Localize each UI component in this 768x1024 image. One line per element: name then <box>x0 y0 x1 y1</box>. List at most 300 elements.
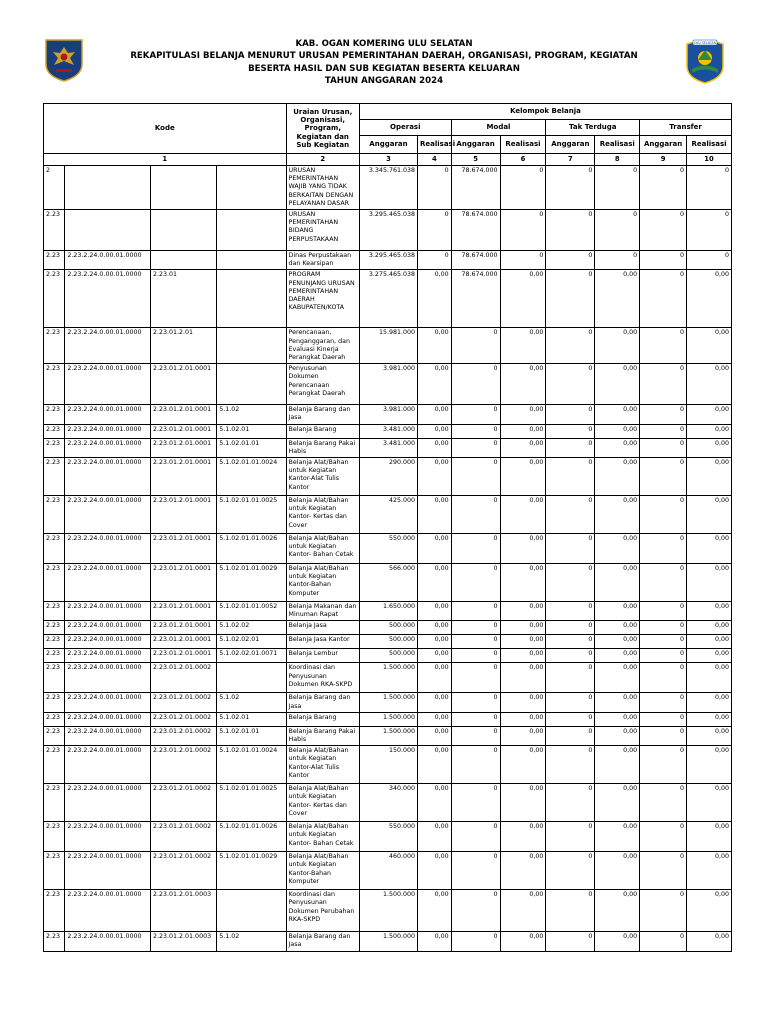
header-sub-col: Realisasi <box>687 136 732 154</box>
cell-tak-terduga-realisasi: 0,00 <box>595 712 640 726</box>
cell-transfer-anggaran: 0 <box>640 270 687 328</box>
cell-code-rekening: 5.1.02.01.01.0052 <box>217 602 286 621</box>
cell-transfer-realisasi: 0,00 <box>687 621 732 635</box>
cell-code-rekening <box>217 210 286 251</box>
cell-modal-realisasi: 0,00 <box>500 649 546 663</box>
cell-code-organisasi <box>65 210 151 251</box>
cell-operasi-anggaran: 460.000 <box>359 852 417 890</box>
cell-uraian: Belanja Lembur <box>286 649 359 663</box>
cell-modal-realisasi: 0,00 <box>500 534 546 564</box>
cell-code-urusan: 2.23 <box>44 712 65 726</box>
cell-tak-terduga-realisasi: 0,00 <box>595 496 640 534</box>
cell-uraian: Belanja Barang dan Jasa <box>286 932 359 951</box>
cell-tak-terduga-anggaran: 0 <box>546 251 595 270</box>
cell-transfer-anggaran: 0 <box>640 458 687 496</box>
cell-transfer-anggaran: 0 <box>640 364 687 405</box>
cell-operasi-anggaran: 3.275.465.038 <box>359 270 417 328</box>
cell-code-urusan: 2.23 <box>44 822 65 852</box>
cell-tak-terduga-anggaran: 0 <box>546 564 595 602</box>
document-titles <box>100 38 668 87</box>
cell-transfer-realisasi: 0,00 <box>687 932 732 951</box>
header-sub-col: Anggaran <box>546 136 595 154</box>
cell-transfer-anggaran: 0 <box>640 564 687 602</box>
table-row <box>44 635 732 649</box>
cell-modal-anggaran: 0 <box>451 621 500 635</box>
table-row <box>44 564 732 602</box>
cell-modal-anggaran: 0 <box>451 496 500 534</box>
cell-code-rekening: 5.1.02.01.01.0025 <box>217 784 286 822</box>
header-sub-col: Anggaran <box>640 136 687 154</box>
cell-code-rekening: 5.1.02.01.01.0026 <box>217 822 286 852</box>
cell-code-kegiatan: 2.23.01.2.01.0003 <box>151 890 217 932</box>
cell-code-urusan: 2.23 <box>44 424 65 438</box>
cell-operasi-realisasi: 0,00 <box>418 602 452 621</box>
cell-code-rekening <box>217 364 286 405</box>
cell-operasi-realisasi: 0,00 <box>418 746 452 784</box>
column-number: 3 <box>359 154 417 166</box>
cell-code-rekening: 5.1.02.01 <box>217 712 286 726</box>
cell-code-organisasi: 2.23.2.24.0.00.01.0000 <box>65 534 151 564</box>
cell-transfer-anggaran: 0 <box>640 746 687 784</box>
cell-operasi-anggaran: 3.481.000 <box>359 438 417 457</box>
cell-code-organisasi: 2.23.2.24.0.00.01.0000 <box>65 251 151 270</box>
cell-modal-anggaran: 0 <box>451 564 500 602</box>
cell-code-kegiatan <box>151 210 217 251</box>
cell-transfer-realisasi: 0,00 <box>687 726 732 745</box>
header-group-tak-terduga: Tak Terduga <box>546 120 640 136</box>
budget-recap-table <box>43 103 732 952</box>
cell-transfer-realisasi: 0,00 <box>687 890 732 932</box>
cell-tak-terduga-anggaran: 0 <box>546 635 595 649</box>
cell-transfer-realisasi: 0,00 <box>687 458 732 496</box>
cell-transfer-realisasi: 0,00 <box>687 822 732 852</box>
header-sub-col: Anggaran <box>451 136 500 154</box>
cell-modal-realisasi: 0,00 <box>500 364 546 405</box>
cell-modal-anggaran: 78.674.000 <box>451 270 500 328</box>
cell-code-urusan: 2.23 <box>44 602 65 621</box>
cell-modal-anggaran: 0 <box>451 405 500 424</box>
cell-code-organisasi: 2.23.2.24.0.00.01.0000 <box>65 663 151 693</box>
cell-code-organisasi: 2.23.2.24.0.00.01.0000 <box>65 621 151 635</box>
cell-operasi-realisasi: 0,00 <box>418 852 452 890</box>
cell-transfer-anggaran: 0 <box>640 784 687 822</box>
header-kelompok-belanja: Kelompok Belanja <box>359 104 731 120</box>
cell-modal-realisasi: 0,00 <box>500 726 546 745</box>
cell-tak-terduga-anggaran: 0 <box>546 602 595 621</box>
cell-uraian: URUSAN PEMERINTAHAN BIDANG PERPUSTAKAAN <box>286 210 359 251</box>
header-group-transfer: Transfer <box>640 120 732 136</box>
cell-transfer-realisasi: 0,00 <box>687 602 732 621</box>
cell-code-organisasi: 2.23.2.24.0.00.01.0000 <box>65 270 151 328</box>
column-number: 4 <box>418 154 452 166</box>
cell-transfer-realisasi: 0,00 <box>687 635 732 649</box>
cell-code-rekening <box>217 251 286 270</box>
cell-tak-terduga-realisasi: 0,00 <box>595 932 640 951</box>
cell-code-rekening: 5.1.02 <box>217 693 286 712</box>
header-group-operasi: Operasi <box>359 120 451 136</box>
cell-code-organisasi: 2.23.2.24.0.00.01.0000 <box>65 746 151 784</box>
cell-code-rekening: 5.1.02.01.01.0026 <box>217 534 286 564</box>
cell-code-organisasi: 2.23.2.24.0.00.01.0000 <box>65 712 151 726</box>
cell-uraian: Belanja Makanan dan Minuman Rapat <box>286 602 359 621</box>
cell-code-urusan: 2.23 <box>44 405 65 424</box>
header-group-modal: Modal <box>451 120 546 136</box>
header-kode: Kode <box>44 104 287 154</box>
cell-modal-realisasi: 0,00 <box>500 784 546 822</box>
cell-modal-anggaran: 0 <box>451 852 500 890</box>
cell-transfer-anggaran: 0 <box>640 712 687 726</box>
document-header <box>0 0 768 100</box>
cell-operasi-anggaran: 1.500.000 <box>359 932 417 951</box>
cell-operasi-anggaran: 550.000 <box>359 822 417 852</box>
cell-transfer-realisasi: 0,00 <box>687 852 732 890</box>
table-row <box>44 649 732 663</box>
cell-modal-realisasi: 0,00 <box>500 438 546 457</box>
regency-shield-icon <box>684 38 726 84</box>
cell-uraian: Belanja Alat/Bahan untuk Kegiatan Kantor-Alat Tulis Kantor <box>286 458 359 496</box>
cell-modal-anggaran: 0 <box>451 663 500 693</box>
cell-modal-anggaran: 78.674.000 <box>451 166 500 210</box>
cell-code-urusan: 2.23 <box>44 534 65 564</box>
cell-transfer-anggaran: 0 <box>640 210 687 251</box>
cell-code-rekening: 5.1.02.01.01.0024 <box>217 746 286 784</box>
cell-transfer-anggaran: 0 <box>640 438 687 457</box>
table-row <box>44 251 732 270</box>
cell-transfer-realisasi: 0 <box>687 251 732 270</box>
cell-transfer-realisasi: 0,00 <box>687 534 732 564</box>
cell-uraian: Belanja Jasa Kantor <box>286 635 359 649</box>
cell-tak-terduga-realisasi: 0,00 <box>595 270 640 328</box>
cell-transfer-anggaran: 0 <box>640 328 687 364</box>
table-row <box>44 746 732 784</box>
cell-modal-realisasi: 0,00 <box>500 270 546 328</box>
table-row <box>44 364 732 405</box>
cell-transfer-realisasi: 0,00 <box>687 712 732 726</box>
cell-code-urusan: 2.23 <box>44 328 65 364</box>
cell-uraian: Dinas Perpustakaan dan Kearsipan <box>286 251 359 270</box>
column-number: 5 <box>451 154 500 166</box>
cell-code-kegiatan: 2.23.01.2.01.0002 <box>151 822 217 852</box>
cell-modal-realisasi: 0,00 <box>500 663 546 693</box>
cell-code-kegiatan: 2.23.01.2.01.0001 <box>151 438 217 457</box>
table-row <box>44 534 732 564</box>
cell-tak-terduga-anggaran: 0 <box>546 166 595 210</box>
cell-operasi-realisasi: 0,00 <box>418 635 452 649</box>
cell-code-kegiatan: 2.23.01.2.01.0002 <box>151 852 217 890</box>
title-line-3: BESERTA HASIL DAN SUB KEGIATAN BESERTA KELUARAN <box>248 63 520 74</box>
cell-operasi-anggaran: 550.000 <box>359 534 417 564</box>
cell-operasi-anggaran: 3.345.761.038 <box>359 166 417 210</box>
cell-operasi-realisasi: 0,00 <box>418 328 452 364</box>
cell-uraian: Belanja Barang <box>286 424 359 438</box>
cell-uraian: PROGRAM PENUNJANG URUSAN PEMERINTAHAN DAERAH KABUPATEN/KOTA <box>286 270 359 328</box>
cell-modal-realisasi: 0,00 <box>500 328 546 364</box>
cell-transfer-realisasi: 0,00 <box>687 328 732 364</box>
cell-tak-terduga-realisasi: 0,00 <box>595 621 640 635</box>
cell-code-kegiatan: 2.23.01.2.01.0001 <box>151 635 217 649</box>
cell-tak-terduga-realisasi: 0,00 <box>595 424 640 438</box>
cell-operasi-realisasi: 0,00 <box>418 364 452 405</box>
cell-code-rekening: 5.1.02 <box>217 405 286 424</box>
cell-code-kegiatan: 2.23.01.2.01.0001 <box>151 602 217 621</box>
cell-operasi-realisasi: 0,00 <box>418 270 452 328</box>
cell-code-kegiatan: 2.23.01.2.01.0001 <box>151 621 217 635</box>
cell-operasi-realisasi: 0,00 <box>418 822 452 852</box>
cell-modal-realisasi: 0,00 <box>500 424 546 438</box>
table-row <box>44 852 732 890</box>
cell-operasi-realisasi: 0 <box>418 210 452 251</box>
cell-code-urusan: 2.23 <box>44 649 65 663</box>
cell-modal-realisasi: 0,00 <box>500 564 546 602</box>
cell-transfer-realisasi: 0,00 <box>687 693 732 712</box>
cell-tak-terduga-anggaran: 0 <box>546 784 595 822</box>
cell-code-rekening <box>217 328 286 364</box>
cell-modal-realisasi: 0,00 <box>500 458 546 496</box>
cell-operasi-anggaran: 3.981.000 <box>359 364 417 405</box>
table-row <box>44 890 732 932</box>
header-sub-col: Realisasi <box>418 136 452 154</box>
cell-code-rekening: 5.1.02.02.01 <box>217 635 286 649</box>
cell-operasi-anggaran: 290.000 <box>359 458 417 496</box>
cell-uraian: Belanja Alat/Bahan untuk Kegiatan Kantor- Kertas dan Cover <box>286 496 359 534</box>
cell-modal-anggaran: 0 <box>451 424 500 438</box>
cell-operasi-anggaran: 1.500.000 <box>359 890 417 932</box>
cell-code-rekening: 5.1.02.01.01.0029 <box>217 564 286 602</box>
cell-modal-realisasi: 0 <box>500 210 546 251</box>
cell-operasi-realisasi: 0,00 <box>418 534 452 564</box>
table-row <box>44 438 732 457</box>
cell-tak-terduga-anggaran: 0 <box>546 424 595 438</box>
cell-transfer-anggaran: 0 <box>640 424 687 438</box>
title-line-1: KAB. OGAN KOMERING ULU SELATAN <box>295 39 473 49</box>
cell-transfer-realisasi: 0,00 <box>687 564 732 602</box>
cell-code-rekening: 5.1.02.01.01 <box>217 726 286 745</box>
cell-tak-terduga-anggaran: 0 <box>546 693 595 712</box>
cell-transfer-anggaran: 0 <box>640 852 687 890</box>
cell-code-organisasi <box>65 166 151 210</box>
cell-operasi-anggaran: 500.000 <box>359 621 417 635</box>
cell-modal-anggaran: 0 <box>451 649 500 663</box>
cell-code-urusan: 2.23 <box>44 458 65 496</box>
cell-transfer-anggaran: 0 <box>640 663 687 693</box>
cell-transfer-realisasi: 0 <box>687 166 732 210</box>
cell-operasi-anggaran: 1.500.000 <box>359 663 417 693</box>
cell-code-urusan: 2.23 <box>44 852 65 890</box>
cell-transfer-realisasi: 0,00 <box>687 438 732 457</box>
cell-modal-anggaran: 0 <box>451 822 500 852</box>
cell-tak-terduga-realisasi: 0,00 <box>595 822 640 852</box>
cell-modal-anggaran: 0 <box>451 932 500 951</box>
cell-modal-anggaran: 0 <box>451 712 500 726</box>
cell-operasi-realisasi: 0,00 <box>418 663 452 693</box>
table-row <box>44 663 732 693</box>
cell-code-urusan: 2.23 <box>44 621 65 635</box>
cell-transfer-anggaran: 0 <box>640 932 687 951</box>
cell-transfer-realisasi: 0,00 <box>687 746 732 784</box>
cell-uraian: Belanja Alat/Bahan untuk Kegiatan Kantor- Kertas dan Cover <box>286 784 359 822</box>
cell-code-urusan: 2.23 <box>44 496 65 534</box>
cell-modal-realisasi: 0,00 <box>500 693 546 712</box>
cell-code-rekening: 5.1.02.01 <box>217 424 286 438</box>
cell-code-urusan: 2.23 <box>44 726 65 745</box>
cell-tak-terduga-anggaran: 0 <box>546 405 595 424</box>
cell-operasi-realisasi: 0,00 <box>418 693 452 712</box>
table-row <box>44 602 732 621</box>
title-line-2: REKAPITULASI BELANJA MENURUT URUSAN PEMERINTAHAN DAERAH, ORGANISASI, PROGRAM, KEGIATAN <box>130 51 638 62</box>
cell-modal-anggaran: 0 <box>451 890 500 932</box>
header-sub-col: Realisasi <box>595 136 640 154</box>
cell-code-organisasi: 2.23.2.24.0.00.01.0000 <box>65 784 151 822</box>
cell-code-kegiatan: 2.23.01.2.01.0002 <box>151 746 217 784</box>
table-row <box>44 210 732 251</box>
cell-transfer-anggaran: 0 <box>640 405 687 424</box>
cell-modal-anggaran: 0 <box>451 602 500 621</box>
cell-code-kegiatan: 2.23.01 <box>151 270 217 328</box>
cell-code-kegiatan: 2.23.01.2.01.0002 <box>151 784 217 822</box>
column-number: 6 <box>500 154 546 166</box>
garuda-emblem-icon <box>44 38 84 82</box>
cell-tak-terduga-realisasi: 0,00 <box>595 726 640 745</box>
cell-code-urusan: 2.23 <box>44 746 65 784</box>
cell-code-kegiatan: 2.23.01.2.01.0002 <box>151 712 217 726</box>
cell-code-urusan: 2.23 <box>44 784 65 822</box>
column-number: 10 <box>687 154 732 166</box>
cell-code-urusan: 2.23 <box>44 932 65 951</box>
cell-tak-terduga-anggaran: 0 <box>546 438 595 457</box>
cell-code-rekening: 5.1.02.01.01.0024 <box>217 458 286 496</box>
cell-operasi-realisasi: 0,00 <box>418 564 452 602</box>
cell-modal-realisasi: 0,00 <box>500 602 546 621</box>
cell-tak-terduga-anggaran: 0 <box>546 458 595 496</box>
cell-tak-terduga-realisasi: 0,00 <box>595 746 640 784</box>
cell-operasi-realisasi: 0,00 <box>418 458 452 496</box>
cell-transfer-realisasi: 0,00 <box>687 663 732 693</box>
cell-modal-realisasi: 0,00 <box>500 746 546 784</box>
cell-tak-terduga-anggaran: 0 <box>546 890 595 932</box>
cell-code-organisasi: 2.23.2.24.0.00.01.0000 <box>65 458 151 496</box>
cell-operasi-realisasi: 0 <box>418 251 452 270</box>
cell-code-urusan: 2.23 <box>44 564 65 602</box>
cell-modal-anggaran: 0 <box>451 746 500 784</box>
cell-code-urusan: 2.23 <box>44 270 65 328</box>
cell-uraian: Belanja Alat/Bahan untuk Kegiatan Kantor-Bahan Komputer <box>286 852 359 890</box>
cell-tak-terduga-anggaran: 0 <box>546 496 595 534</box>
cell-tak-terduga-realisasi: 0,00 <box>595 564 640 602</box>
cell-operasi-realisasi: 0 <box>418 166 452 210</box>
cell-tak-terduga-anggaran: 0 <box>546 726 595 745</box>
table-row <box>44 424 732 438</box>
cell-uraian: Belanja Alat/Bahan untuk Kegiatan Kantor-Alat Tulis Kantor <box>286 746 359 784</box>
cell-modal-realisasi: 0,00 <box>500 822 546 852</box>
cell-code-kegiatan: 2.23.01.2.01.0001 <box>151 649 217 663</box>
cell-transfer-anggaran: 0 <box>640 726 687 745</box>
cell-transfer-anggaran: 0 <box>640 602 687 621</box>
cell-code-organisasi: 2.23.2.24.0.00.01.0000 <box>65 649 151 663</box>
logo-ribbon-text: OKU SELATAN <box>694 41 716 45</box>
cell-code-urusan: 2.23 <box>44 663 65 693</box>
cell-tak-terduga-anggaran: 0 <box>546 712 595 726</box>
cell-tak-terduga-anggaran: 0 <box>546 663 595 693</box>
header-sub-col: Realisasi <box>500 136 546 154</box>
cell-operasi-anggaran: 500.000 <box>359 649 417 663</box>
cell-code-rekening: 5.1.02 <box>217 932 286 951</box>
cell-uraian: Perencanaan, Penganggaran, dan Evaluasi Kinerja Perangkat Daerah <box>286 328 359 364</box>
cell-modal-realisasi: 0,00 <box>500 621 546 635</box>
cell-uraian: Belanja Alat/Bahan untuk Kegiatan Kantor- Bahan Cetak <box>286 822 359 852</box>
cell-tak-terduga-realisasi: 0,00 <box>595 635 640 649</box>
cell-transfer-anggaran: 0 <box>640 635 687 649</box>
cell-modal-realisasi: 0,00 <box>500 852 546 890</box>
cell-uraian: Belanja Barang dan Jasa <box>286 405 359 424</box>
cell-code-kegiatan: 2.23.01.2.01.0003 <box>151 932 217 951</box>
cell-modal-realisasi: 0 <box>500 166 546 210</box>
cell-code-kegiatan: 2.23.01.2.01.0001 <box>151 405 217 424</box>
cell-transfer-realisasi: 0,00 <box>687 270 732 328</box>
cell-tak-terduga-realisasi: 0,00 <box>595 852 640 890</box>
cell-uraian: Belanja Barang Pakai Habis <box>286 438 359 457</box>
cell-tak-terduga-realisasi: 0,00 <box>595 693 640 712</box>
cell-tak-terduga-realisasi: 0,00 <box>595 534 640 564</box>
cell-tak-terduga-anggaran: 0 <box>546 270 595 328</box>
cell-transfer-anggaran: 0 <box>640 496 687 534</box>
cell-operasi-realisasi: 0,00 <box>418 649 452 663</box>
cell-uraian: Belanja Barang dan Jasa <box>286 693 359 712</box>
cell-modal-realisasi: 0,00 <box>500 405 546 424</box>
cell-operasi-anggaran: 3.481.000 <box>359 424 417 438</box>
cell-uraian: Belanja Barang <box>286 712 359 726</box>
cell-code-organisasi: 2.23.2.24.0.00.01.0000 <box>65 364 151 405</box>
cell-operasi-realisasi: 0,00 <box>418 784 452 822</box>
cell-code-organisasi: 2.23.2.24.0.00.01.0000 <box>65 852 151 890</box>
cell-tak-terduga-anggaran: 0 <box>546 822 595 852</box>
cell-operasi-anggaran: 1.650.000 <box>359 602 417 621</box>
cell-tak-terduga-anggaran: 0 <box>546 534 595 564</box>
cell-transfer-anggaran: 0 <box>640 534 687 564</box>
cell-code-organisasi: 2.23.2.24.0.00.01.0000 <box>65 496 151 534</box>
cell-modal-anggaran: 0 <box>451 438 500 457</box>
cell-modal-anggaran: 0 <box>451 364 500 405</box>
cell-code-kegiatan: 2.23.01.2.01.0001 <box>151 458 217 496</box>
cell-uraian: URUSAN PEMERINTAHAN WAJIB YANG TIDAK BERKAITAN DENGAN PELAYANAN DASAR <box>286 166 359 210</box>
cell-operasi-anggaran: 425.000 <box>359 496 417 534</box>
cell-code-kegiatan: 2.23.01.2.01.0001 <box>151 364 217 405</box>
cell-transfer-anggaran: 0 <box>640 649 687 663</box>
cell-code-kegiatan: 2.23.01.2.01.0002 <box>151 663 217 693</box>
column-number: 1 <box>44 154 287 166</box>
cell-tak-terduga-realisasi: 0,00 <box>595 405 640 424</box>
cell-code-organisasi: 2.23.2.24.0.00.01.0000 <box>65 424 151 438</box>
cell-operasi-realisasi: 0,00 <box>418 712 452 726</box>
cell-tak-terduga-anggaran: 0 <box>546 621 595 635</box>
cell-tak-terduga-realisasi: 0 <box>595 166 640 210</box>
cell-tak-terduga-realisasi: 0,00 <box>595 784 640 822</box>
cell-operasi-anggaran: 1.500.000 <box>359 693 417 712</box>
cell-code-kegiatan <box>151 166 217 210</box>
cell-code-kegiatan: 2.23.01.2.01 <box>151 328 217 364</box>
cell-modal-realisasi: 0 <box>500 251 546 270</box>
cell-modal-anggaran: 0 <box>451 534 500 564</box>
cell-code-urusan: 2 <box>44 166 65 210</box>
table-row <box>44 932 732 951</box>
cell-code-kegiatan: 2.23.01.2.01.0001 <box>151 496 217 534</box>
cell-operasi-anggaran: 500.000 <box>359 635 417 649</box>
cell-code-rekening <box>217 663 286 693</box>
table-row <box>44 621 732 635</box>
cell-modal-anggaran: 0 <box>451 693 500 712</box>
table-row <box>44 270 732 328</box>
cell-code-kegiatan: 2.23.01.2.01.0001 <box>151 534 217 564</box>
cell-code-rekening: 5.1.02.02 <box>217 621 286 635</box>
